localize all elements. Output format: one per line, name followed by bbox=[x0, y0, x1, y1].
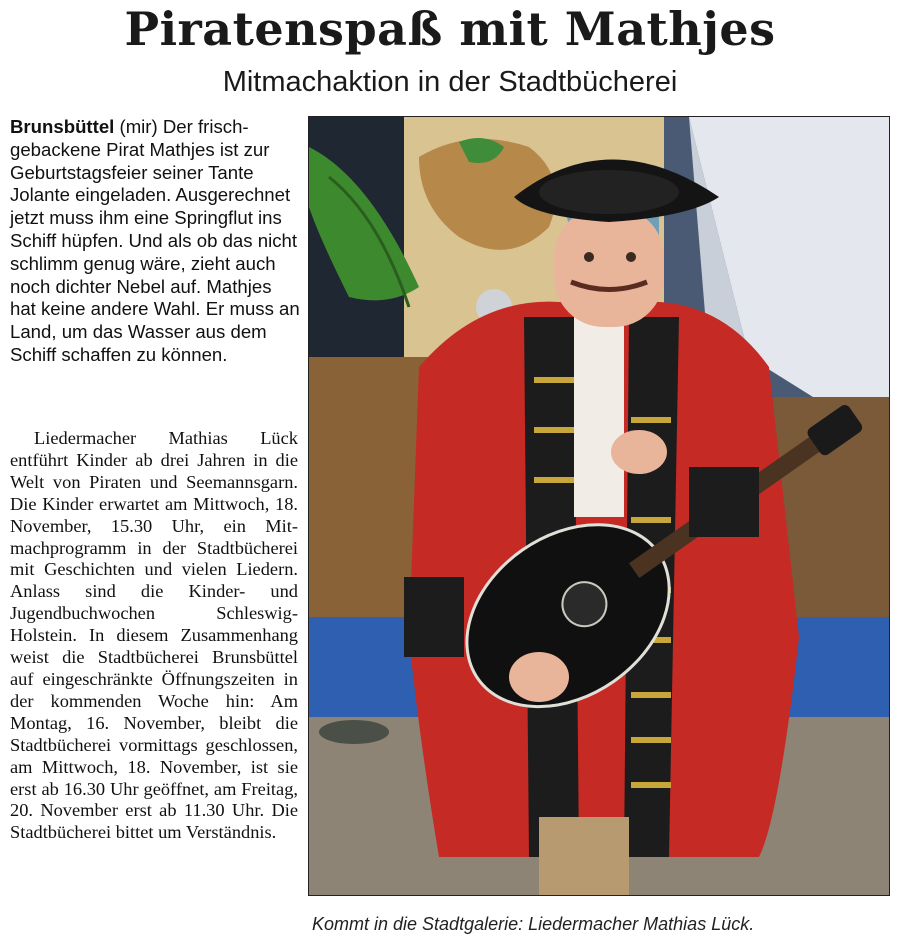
left-cuff bbox=[404, 577, 464, 657]
intro-text: (mir) Der frischgebackene Pirat Mathjes ist zur Geburtstagsfeier seiner Tante Jolante eingeladen. Ausgerechnet jetzt muss ihm eine Springflut ins Schiff hüpfen. Und als ob das nicht schlimm genug wäre, zieht auch noch dichter Nebel auf. Mathjes hat keine andere Wahl. Er muss an Land, um das Wasser aus dem Schiff schaffen zu können. bbox=[10, 116, 300, 365]
left-eye bbox=[584, 252, 594, 262]
dateline-place: Brunsbüttel bbox=[10, 116, 115, 137]
fretting-hand bbox=[611, 430, 667, 474]
pirate-photo-illustration bbox=[309, 117, 889, 895]
hat-crown bbox=[539, 170, 679, 214]
body-text: Liedermacher Mathias Lück entführt Kinder ab drei Jahren in die Welt von Piraten und Seemannsgarn. Die Kinder erwartet am Mittwoch, 18. November, 15.30 Uhr, ein Mitmachprogramm in der Stadtbücherei mit Geschichten und vielen Liedern. Anlass sind die Kinder- und Jugendbuchwochen Schleswig-Holstein. In diesem Zusammenhang weist die Stadtbücherei Brunsbüttel auf eingeschränkte Öffnungszeiten in der kommenden Woche hin: Am Montag, 16. November, bleibt die Stadtbücherei vormittags geschlossen, am Mittwoch, 18. November, ist sie erst ab 16.30 Uhr geöffnet, am Freitag, 20. November erst ab 11.30 Uhr. Die Stadtbücherei bittet um Verständnis. bbox=[10, 428, 298, 843]
strumming-hand bbox=[509, 652, 569, 702]
headline: Piratenspaß mit Mathjes bbox=[124, 2, 776, 56]
face bbox=[554, 207, 664, 327]
trousers bbox=[539, 817, 629, 895]
toy-turtle bbox=[319, 720, 389, 744]
right-eye bbox=[626, 252, 636, 262]
article-photo bbox=[308, 116, 890, 896]
intro-paragraph bbox=[10, 116, 300, 367]
body-paragraph bbox=[10, 428, 298, 844]
right-cuff bbox=[689, 467, 759, 537]
subheadline: Mitmachaktion in der Stadtbücherei bbox=[222, 66, 678, 98]
white-shirt bbox=[574, 317, 624, 517]
photo-caption: Kommt in die Stadtgalerie: Liedermacher Mathias Lück. bbox=[312, 914, 755, 934]
